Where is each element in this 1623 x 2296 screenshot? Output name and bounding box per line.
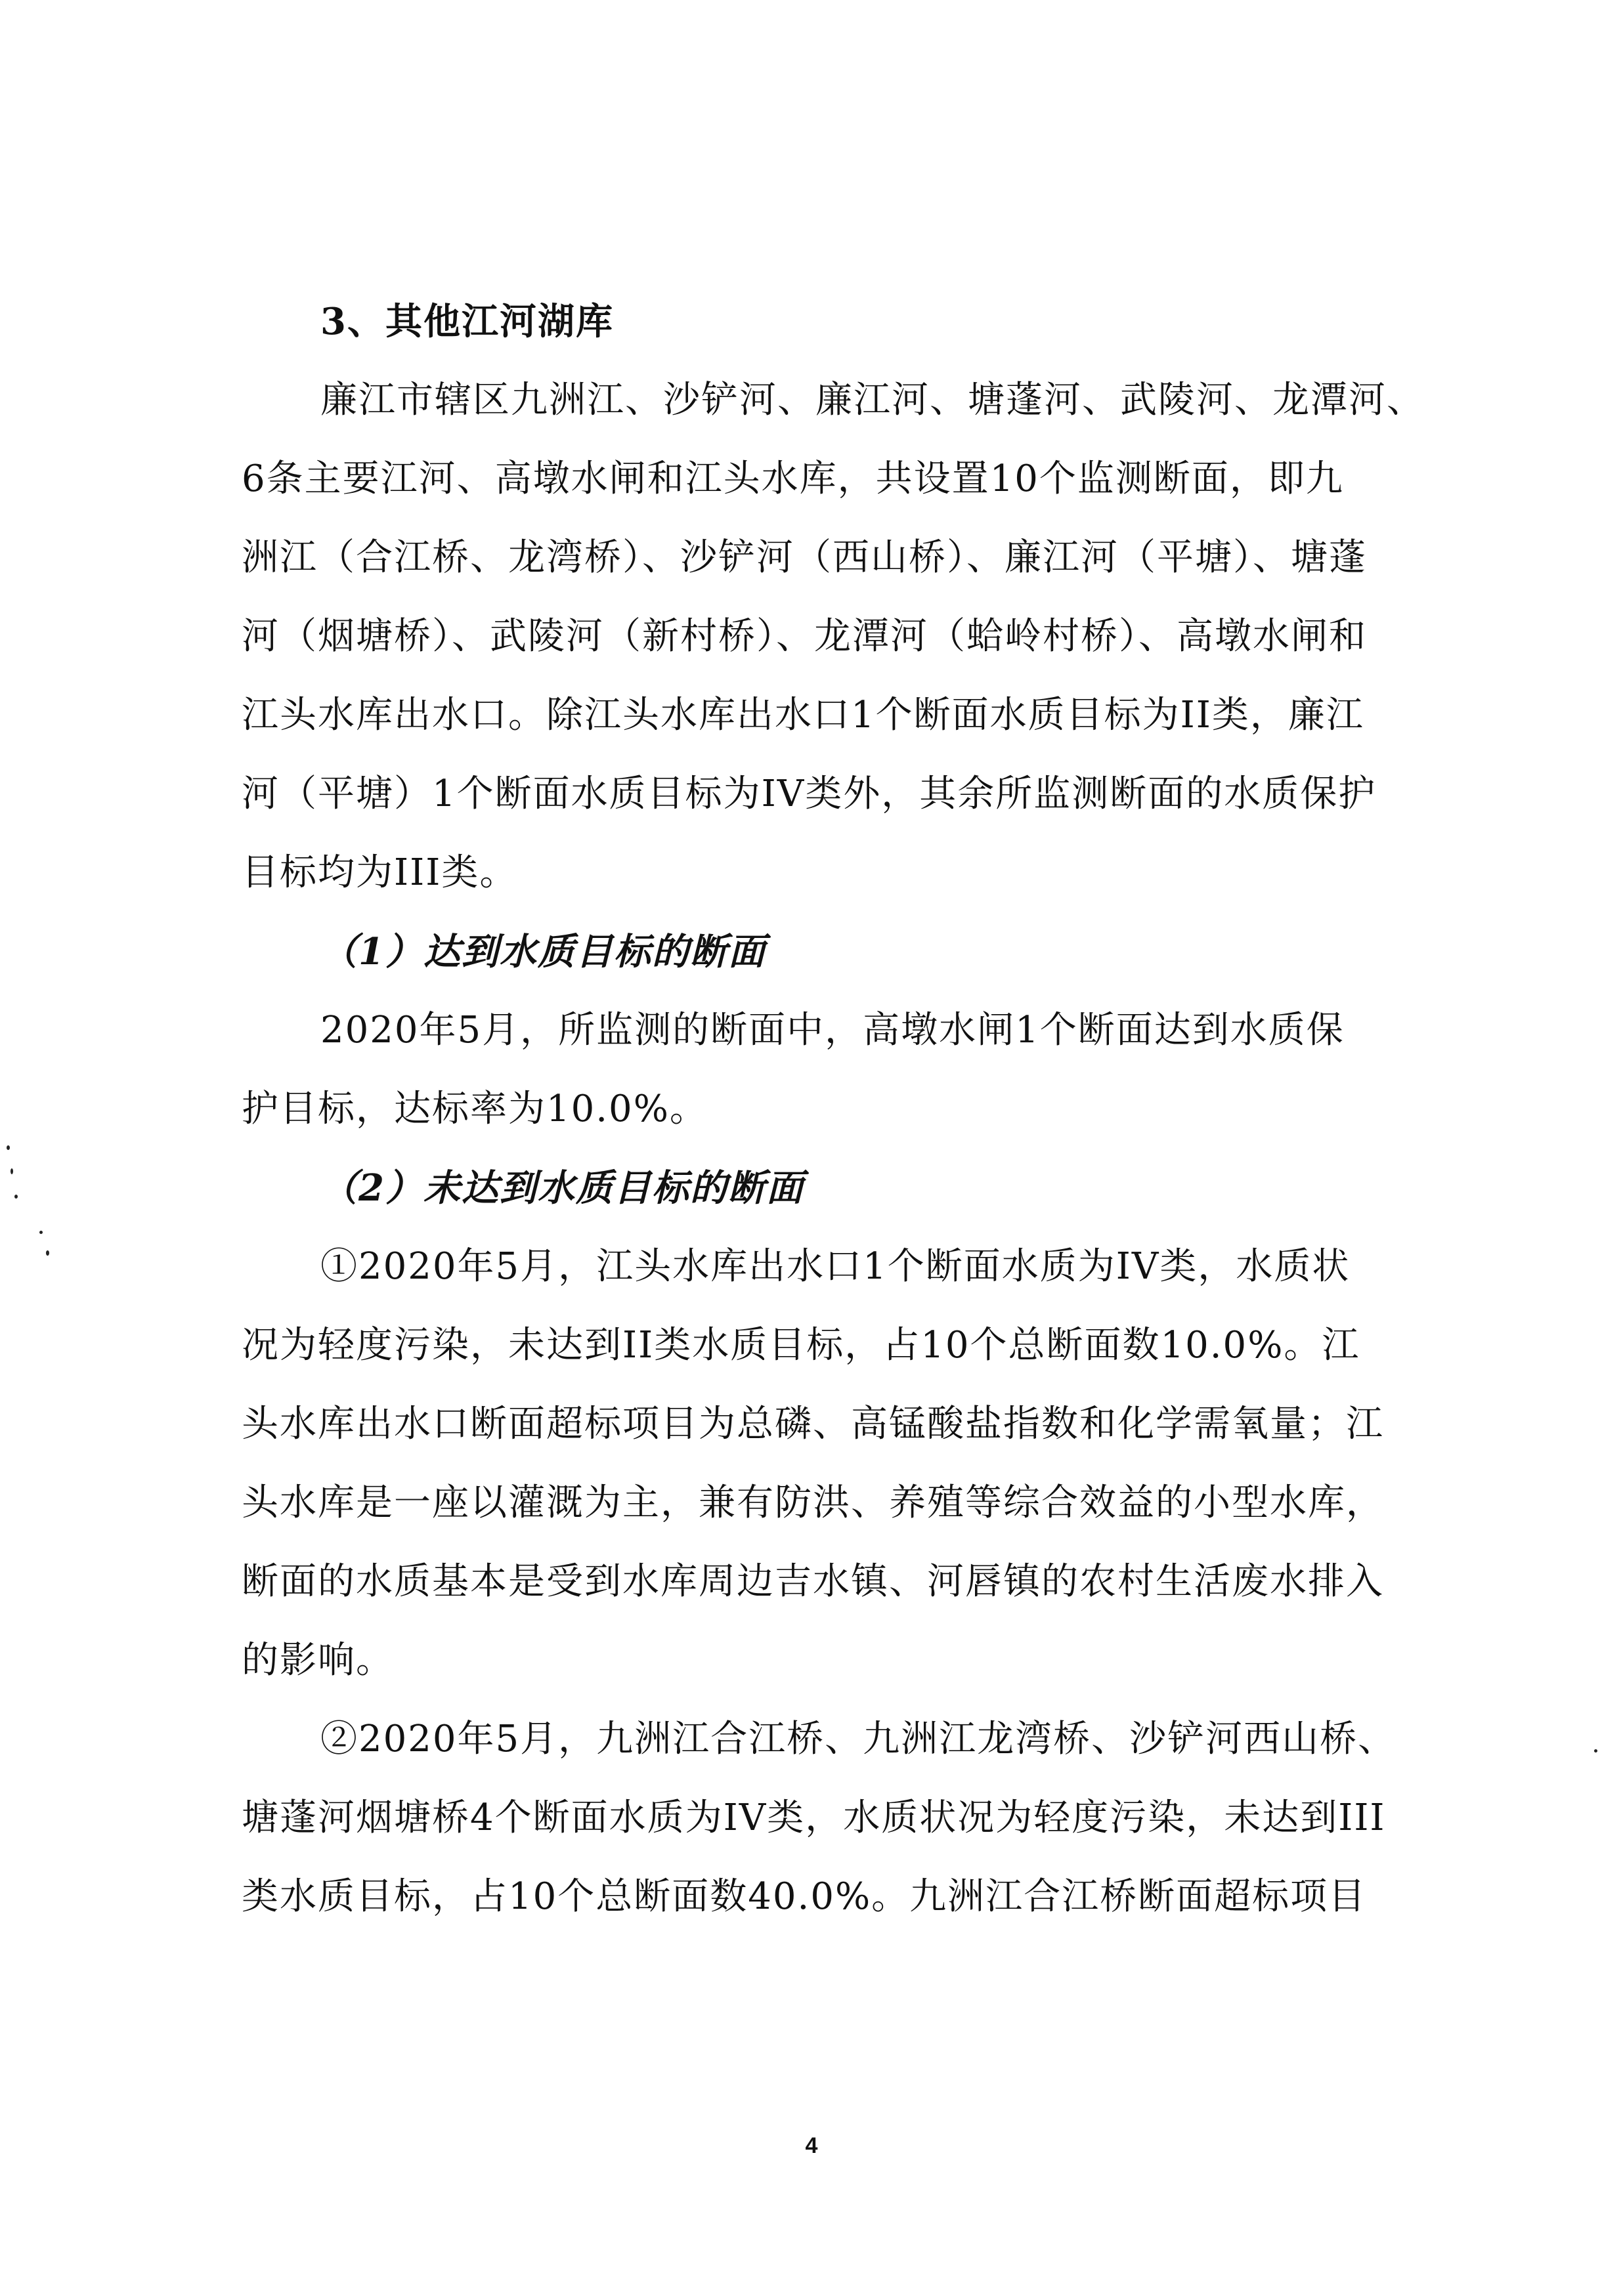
text-line: 头水库出水口断面超标项目为总磷、高锰酸盐指数和化学需氧量；江 [242, 1403, 1384, 1445]
text-line: 洲江（合江桥、龙湾桥）、沙铲河（西山桥）、廉江河（平塘）、塘蓬 [242, 536, 1367, 579]
subheading-not-met-target: （2）未达到水质目标的断面 [320, 1166, 804, 1210]
text-line: 断面的水质基本是受到水库周边吉水镇、河唇镇的农村生活废水排入 [242, 1560, 1384, 1603]
page-number: 4 [805, 2133, 818, 2158]
text-line: 江头水库出水口。除江头水库出水口1个断面水质目标为II类，廉江 [242, 694, 1364, 736]
scan-speck [7, 1145, 10, 1150]
text-line: 况为轻度污染，未达到II类水质目标，占10个总断面数10.0%。江 [242, 1324, 1360, 1367]
text-line: ②2020年5月，九洲江合江桥、九洲江龙湾桥、沙铲河西山桥、 [320, 1718, 1396, 1760]
scan-speck [46, 1250, 49, 1256]
paragraph-monitoring-sections [242, 361, 1425, 912]
paragraph-met-target [242, 991, 1384, 1149]
scan-speck [11, 1168, 13, 1174]
text-line: 2020年5月，所监测的断面中，高墩水闸1个断面达到水质保 [320, 1009, 1345, 1052]
paragraph-jiangtou-reservoir [242, 1227, 1384, 1700]
section-heading: 3、其他江河湖库 [320, 300, 614, 343]
page-content [242, 282, 1425, 1936]
text-line: 河（平塘）1个断面水质目标为IV类外，其余所监测断面的水质保护 [242, 773, 1377, 815]
text-line: 塘蓬河烟塘桥4个断面水质为IV类，水质状况为轻度污染，未达到III [242, 1796, 1386, 1839]
text-line: ①2020年5月，江头水库出水口1个断面水质为IV类，水质状 [320, 1245, 1351, 1288]
scan-speck [1594, 1749, 1597, 1753]
text-line: 6条主要江河、高墩水闸和江头水库，共设置10个监测断面，即九 [242, 457, 1344, 500]
scan-speck [39, 1231, 43, 1234]
subheading-met-target: （1）达到水质目标的断面 [320, 930, 766, 973]
text-line: 河（烟塘桥）、武陵河（新村桥）、龙潭河（蛤岭村桥）、高墩水闸和 [242, 615, 1367, 658]
text-line: 目标均为III类。 [242, 851, 518, 894]
scan-speck [14, 1195, 18, 1199]
text-line: 廉江市辖区九洲江、沙铲河、廉江河、塘蓬河、武陵河、龙潭河、 [320, 379, 1425, 421]
paragraph-four-sections [242, 1700, 1396, 1936]
text-line: 头水库是一座以灌溉为主，兼有防洪、养殖等综合效益的小型水库， [242, 1481, 1384, 1524]
text-line: 的影响。 [242, 1639, 394, 1682]
text-line: 护目标，达标率为10.0%。 [242, 1088, 708, 1130]
text-line: 类水质目标，占10个总断面数40.0%。九洲江合江桥断面超标项目 [242, 1875, 1367, 1918]
